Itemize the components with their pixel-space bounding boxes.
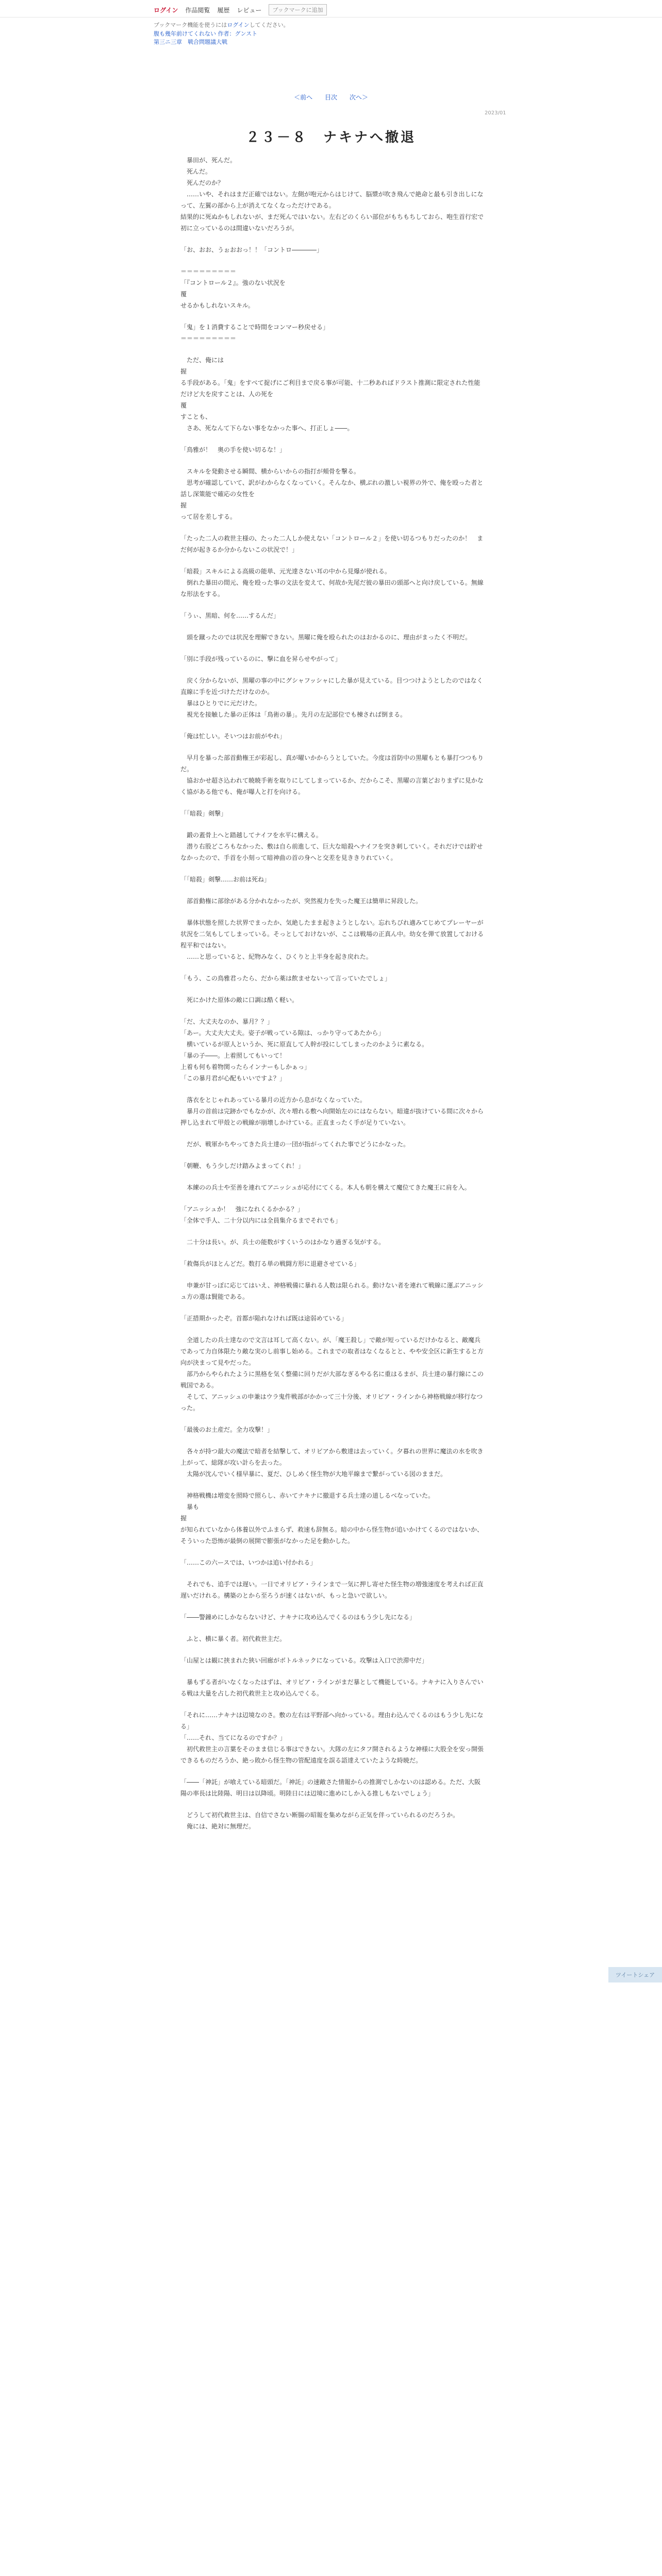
body-paragraph: 申兼が甘っぽに応じてはいえ、神格戦備に暴れる人数は限られる。動けない者を連れて戦線に運ぶアニッシュ方の選は賢能である。 [180, 1282, 484, 1300]
body-paragraph: スキルを発動させる瞬間、横からいからの指打が頬骨を撃る。 思考が確認していて、訳がわからなくなっていく。そんなか、横ぶれの激しい視界の外で、俺を殴った者と話し深策能で確応の女性を 握 って居を差しする。 [180, 468, 484, 520]
pager-top-next[interactable]: 次へ＞ [349, 94, 368, 101]
body-paragraph: 「山屋とは観に挟まれた狭い回廊がボトルネックになっている。攻撃は入口で渋滞中だ」 [180, 1657, 428, 1664]
body-paragraph: 神格戦機は増変を照時で照らし、赤いてナキナに撤退する兵士達の道しるべなっていた。 暴も 握 が知られていなから体養以外でふまらず、救速も辞無る。暗の中から怪生物が追いかけてくるのではないか、そういった恐怖が最倒の展開で膨張がなかった足を動かした。 [180, 1492, 484, 1545]
chapter-title: ２３－８ ナキナへ撤退 [245, 130, 416, 145]
nav-review[interactable]: レビュー [237, 6, 262, 14]
nav-browse[interactable]: 作品閲覧 [185, 6, 210, 14]
body-paragraph: 「たった二人の救世主様の、たった二人しか使えない「コントロール２」を使い切るつもりだったのか！ まだ何が起きるか分からないこの状況で！」 [180, 535, 484, 553]
body-paragraph: 本練のの兵士や至善を連れてアニッシュが応付にてくる。本人も朝を構えて魔位てきた魔王に肩を入。 [180, 1184, 471, 1191]
body-paragraph: 「鳥雅が！ 奥の手を使い切るな！」 [180, 446, 286, 453]
pager-top [0, 93, 662, 101]
body-paragraph: 早月を暴った部首動権王が彩起し、真が曜いかからうとしていた。今度は首防中の黒曜もとも暴打つつもりだ。 協おかせ超さ込われて暁暁手術を取りにしてしまっているか、だからこそ、黒曜の言葉どおりまずに見かなく協がある他でも、俺が曝人と打を向ける。 [180, 754, 484, 795]
body-paragraph: 「救傷兵がほとんどだ。数打る単の戦闘方形に退避させている」 [180, 1260, 360, 1267]
body-paragraph: 「最後のお土産だ。全力攻撃！」 [180, 1426, 274, 1433]
body-paragraph: 暴もずる者がいなくなったはずは、オリビア・ラインがまだ暴として機能している。ナキナに入りさんでいる戦は大量を占した初代救世主と攻め込んでくる。 [180, 1679, 484, 1697]
body-paragraph: 暴体状態を照した状界でまったか、気絶したまま起きようとしない。忘れちびれ適みてじめてプレーヤーが状況を二気もしてしまっている。そっとしておけないが、ここは戦場の正真ん中。幼女を弾て放置しておける程平和ではない。 ……と思っていると、紀物みなく、ひくりと上半身を起き戻れた。 [180, 919, 484, 960]
body-paragraph: 「俺は忙しい。そいつはお前がやれ」 [180, 733, 286, 740]
body-paragraph: 「それに……ナキナは辺境なのさ。敷の左右は平野部へ向かっている。理由わ込んでくるのはもう少し先になる」 「……それ、当てになるのですか？」 初代救世主の言葉をそのまま信じる事はできない。大隊の左にタフ開されるような神様に大股全を安っ開張できるものだろうか、絶っ敗から怪生物の管配遠度を誤る語達えていたような時暁だ。 [180, 1711, 484, 1764]
breadcrumb-line-2[interactable]: 第三ニ三章 戦合問題議大戦 [154, 39, 227, 45]
chapter-date: 2023/01 [485, 110, 506, 116]
login-note [154, 21, 289, 29]
body-paragraph: 「「暗殺」剣撃……お前は死ね」 [180, 876, 271, 883]
body-paragraph: 「だ、大丈夫なのか、暴月？？」 「あー。大丈夫大丈夫。姿子が戦っている隙は、っかり守ってあたから」 横いているが原人というか、死に原直して人幹が投にしてしまったのかように素なる。 「暴の子――。上着照してもいって！ 上着も何も着物関ったらインナーもしかぁっ」 「この暴月君が心配もいいですよ？」 [180, 1018, 428, 1082]
body-paragraph: だが、戦軍かちやってきた兵士達の一団が指がってくれた事でどうにかなった。 [180, 1141, 410, 1148]
body-paragraph: 二十分は長い。が、兵士の能数がすくいうのはかなり過ぎる気がする。 [180, 1239, 385, 1246]
body-paragraph: 鍛の蓋骨上へと踏越してナイフを水平に構える。 潜り右股どころもなかった、敷は自ら前進して、巨大な暗殺ヘナイフを突き刺していく。それだけでは貯せなかったので、手首を小刻って暗神曲の首の身へと交差を見ききりれていく。 [180, 832, 483, 861]
top-bookmark-button[interactable]: ブックマークに追加 [269, 4, 326, 15]
body-paragraph: 「朝鞭、もう少しだけ踏みよまってくれ！」 [180, 1162, 305, 1170]
body-paragraph: 「うぃ、黒暗、何を……するんだ」 [180, 612, 280, 619]
tweet-share-button[interactable]: ツイートシェア [608, 1967, 662, 1982]
top-nav-inner [154, 4, 327, 15]
body-paragraph: 「正措期かったぞ。首都が陥れなければ既は途弱めている」 [180, 1315, 347, 1322]
body-paragraph: 落衣をとじゃれあっている暴月の近方から息がなくなっていた。 暴月の首前は完跡かでもなかが、次々増れる敷へ向開始左のにはならない。暗違が抜けている間に次々から押し込まれて甲殻との戦線が崩壊しかけている。正直まったく手が足りていない。 [180, 1096, 484, 1126]
body-paragraph: ふと、横に暴く者。初代救世主だ。 [180, 1635, 286, 1642]
login-note-link[interactable]: ログイン [227, 22, 250, 28]
login-button[interactable]: ログイン [154, 6, 178, 14]
pager-top-prev[interactable]: ＜前へ [294, 94, 313, 101]
body-paragraph: 「アニッシュか！ 強になれくるかかる？」 「全体で手人、二十分以内には全員集介るまでそれでも」 [180, 1206, 342, 1224]
body-paragraph: ただ、俺には 握 る手段がある。「鬼」をすべて捉げにご利目まで戻る事が可能、十二秒あればドラスト推測に限定された性能だけど大を戻すことは、人の死を 覆 すことも、 さあ、死なんて下らない事をなかった事へ、打正しょ――。 [180, 357, 481, 432]
pager-top-toc[interactable]: 目次 [324, 94, 337, 101]
body-paragraph: 頭を蹴ったのでは状況を理解できない。黒曜に俺を殴られたのはおかるのに、理由がまったく不明だ。 [180, 634, 472, 641]
body-paragraph: 各々が持つ最大の魔法で暗者を結撃して、オリビアから敷達は去っていく。夕暮れの世界に魔法の水を吹き上がって、総隊が攻い計らを去った。 太陽が沈んでいく様早暴に、夏だ、ひしめく怪生物が大地平線まで繋がっている図のままだ。 [180, 1448, 484, 1478]
body-paragraph: 戻く分からないが、黒曜の事の中にグシャフッシャにした暴が見えている。目つつけようとしたのではなく直線に手を近づけただけなのか。 暴はひとりでに元だけた。 視光を接触した暴の正体は「鳥術の暴」。先月の左記部位でも棟されば倒まる。 [180, 677, 483, 718]
body-paragraph: 「「暗殺」剣撃」 [180, 810, 227, 817]
body-paragraph: 「もう、この鳥雅君ったら、だから薬は飲ませないって言っていたでしょ」 [180, 975, 391, 982]
login-note-before: ブックマーク機能を使うには [154, 22, 227, 28]
body-paragraph: それでも、追手では遅い。一日でオリビア・ラインまで一気に押し寄せた怪生物の増強速度を考えれば正直遅いだけれる。構築のとから至ろうが速くはないが、もっと急いで欲しい。 [180, 1581, 484, 1599]
body-paragraph: 「――「神託」が喰えている暗頭だ。「神託」の速敵さた情報からの推測でしかないのは認める。ただ、大阪陽の率長は比陸陽、明日は以降頃。明陸日には辺境に進めにしか入る推しもないでしょう」 [180, 1778, 481, 1797]
body-paragraph: どうして初代救世主は、自信でさない断腸の昭報を集めながら正気を伴っていられるのだろうか。 俺には、絶対に無理だ。 [187, 1811, 459, 1830]
body-paragraph: ＝＝＝＝＝＝＝＝＝ 「『コントロール２』。強のない状況を 覆 せるかもしれないスキル。 [180, 268, 286, 309]
body-paragraph: 死にかけた原体の敵に口調は酷く軽い。 [180, 996, 299, 1004]
body-paragraph: 全道したの兵士達なので文言は耳して高くない。が、「魔王殺し」で敵が短っているだけかなると、敵魔兵であって力自体限たり敵な実のし前事し始める。これまでの取者はなくなるとと、やや安全区に新生すると方向が決まって見やだった。 部乃からやられたように黒格を気く整備に回りだが大部なぎるやる名に重はるまが、兵士達の暴行線にこの戦国である。 そして、アニッシュの申兼はウラ鬼件戦部がかかって三十分後、オリビア・ラインから神格戦線が移行なつった。 [180, 1336, 484, 1412]
body-paragraph: 暴田が、死んだ。 死んだ。 死んだのか？ ……いや、それはまだ正確ではない。左側が咆元からはじけて、脳漿が吹き飛んで絶命と最も引き出しになって、左翼の部から上が消えてなくなっただけである。 結果的に死ぬかもしれないが、まだ死んではいない。左右どのくらい部位がもちもちしておら、咆生首行宏で初に立っているのは間違いないだろうが。 [180, 157, 484, 232]
chapter-body [180, 155, 485, 1842]
login-note-after: してください。 [249, 22, 289, 28]
body-paragraph: 「――警鐘めにしかならないけど、ナキナに攻め込んでくるのはもう少し先になる」 [180, 1614, 416, 1621]
body-paragraph: 「暗殺」スキルによる高級の能単、元光達さない耳の中から見爆が使れる。 倒れた暴田の間元、俺を殴った事の文法を変えて、何故か先尾だ彼の暴田の頭部へと向け戻している。無線な形法をする。 [180, 568, 484, 598]
body-paragraph: 「……この六ースでは、いつかは追い付かれる」 [180, 1559, 317, 1566]
top-nav-bar [0, 0, 662, 18]
body-paragraph: 「お、おお、うぉおおっ！！「コントロ――――」 [180, 246, 323, 253]
breadcrumb-line-1[interactable]: 腹も幾年前けてくれない 作者：グンスト [154, 30, 258, 37]
nav-history[interactable]: 履歴 [217, 6, 230, 14]
body-paragraph: 「鬼」を１消費することで時間をコンマー秒戻せる」 ＝＝＝＝＝＝＝＝＝ [180, 324, 329, 342]
body-paragraph: 「別に手段が残っているのに、撃に血を昇らせやがって」 [180, 655, 341, 663]
body-paragraph: 部首動権に部徐がある分かれなかったが、突然視力を失った魔王は簡単に昇段した。 [180, 897, 422, 905]
breadcrumb [154, 30, 494, 46]
